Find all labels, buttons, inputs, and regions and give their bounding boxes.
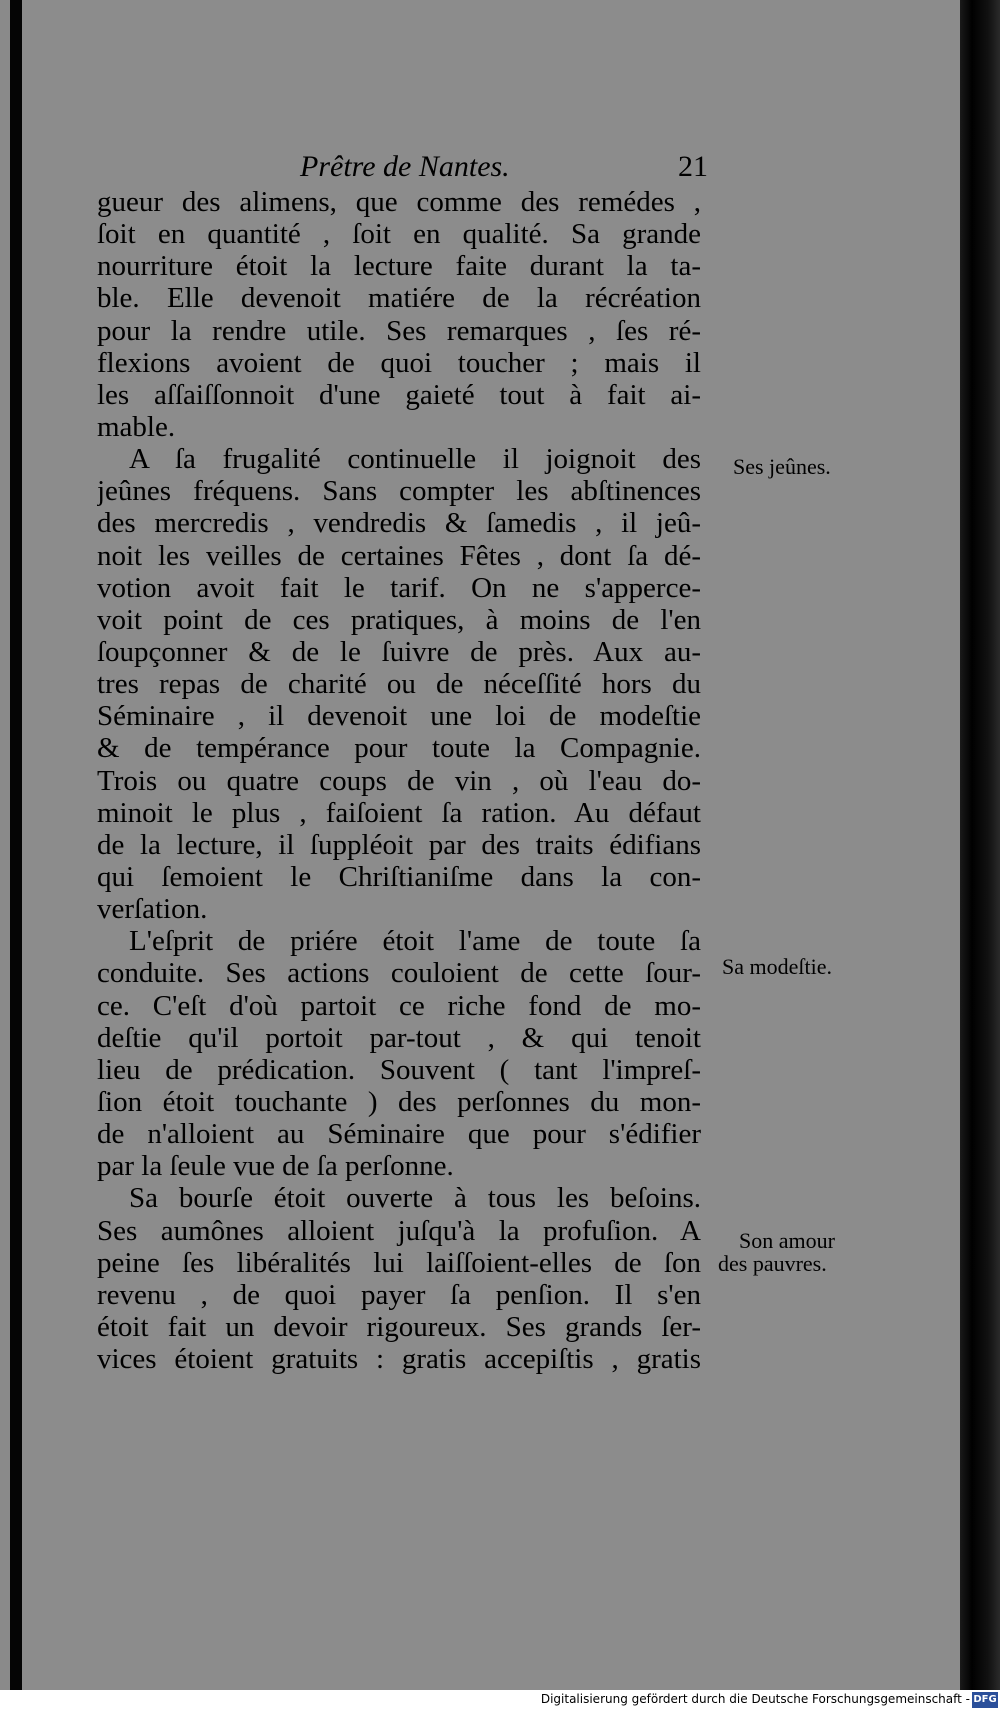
page-fore-edge xyxy=(960,0,1000,1690)
text-line: Trois ou quatre coups de vin , où l'eau do- xyxy=(97,764,701,797)
margin-note-jeunes: Ses jeûnes. xyxy=(733,454,831,479)
text-line: Sa bourſe étoit ouverte à tous les beſoins. xyxy=(129,1182,701,1215)
text-line: votion avoit fait le tarif. On ne s'apperce- xyxy=(97,571,701,604)
text-line: de n'alloient au Séminaire que pour s'édifier xyxy=(97,1118,701,1151)
text-line: de la lecture, il ſuppléoit par des traits édifians xyxy=(97,828,701,861)
running-title: Prêtre de Nantes. xyxy=(300,150,510,183)
funding-credit: Digitalisierung gefördert durch die Deutsche Forschungsgemeinschaft - xyxy=(540,1692,970,1706)
margin-note-modestie: Sa modeſtie. xyxy=(722,954,832,979)
text-line: jeûnes fréquens. Sans compter les abſtinences xyxy=(97,475,701,508)
text-line: qui ſemoient le Chriſtianiſme dans la con- xyxy=(97,860,701,893)
dfg-logo: DFG xyxy=(972,1692,998,1708)
text-line: gueur des alimens, que comme des remédes , xyxy=(97,186,701,218)
text-line: des mercredis , vendredis & ſamedis , il jeû- xyxy=(97,507,701,540)
margin-note-pauvres: des pauvres. xyxy=(718,1251,827,1276)
previous-page-edge xyxy=(0,0,10,1690)
text-line: ce. C'eſt d'où partoit ce riche fond de mo- xyxy=(97,989,701,1022)
text-line: pour la rendre utile. Ses remarques , ſes ré- xyxy=(97,314,701,347)
text-line: tres repas de charité ou de néceſſité hors du xyxy=(97,668,701,701)
digitization-footer xyxy=(0,1690,1000,1711)
text-line: conduite. Ses actions couloient de cette ſour- xyxy=(97,957,701,990)
text-line: nourriture étoit la lecture faite durant la ta- xyxy=(97,250,701,283)
text-line: mable. xyxy=(97,410,176,443)
text-line: deſtie qu'il portoit par-tout , & qui tenoit xyxy=(97,1021,701,1054)
running-head xyxy=(300,150,708,190)
text-line: noit les veilles de certaines Fêtes , dont ſa dé- xyxy=(97,539,701,572)
text-line: vices étoient gratuits : gratis accepiſtis , gratis xyxy=(97,1343,701,1376)
text-line: ſoit en quantité , ſoit en qualité. Sa grande xyxy=(97,218,701,251)
text-line: L'eſprit de priére étoit l'ame de toute ſa xyxy=(129,925,701,958)
text-line: flexions avoient de quoi toucher ; mais il xyxy=(97,346,701,379)
text-line: verſation. xyxy=(97,893,208,926)
body-text xyxy=(97,186,701,1375)
text-line: & de tempérance pour toute la Compagnie. xyxy=(97,732,701,765)
text-line: revenu , de quoi payer ſa penſion. Il s'en xyxy=(97,1278,701,1311)
text-line: étoit fait un devoir rigoureux. Ses grands ſer- xyxy=(97,1310,701,1343)
text-line: Séminaire , il devenoit une loi de modeſtie xyxy=(97,700,701,733)
text-line: Ses aumônes alloient juſqu'à la profuſion. A xyxy=(97,1214,701,1247)
text-line: par la ſeule vue de ſa perſonne. xyxy=(97,1150,454,1183)
text-line: minoit le plus , faiſoient ſa ration. Au défaut xyxy=(97,796,701,829)
margin-note-amour: Son amour xyxy=(739,1228,835,1253)
text-line: ble. Elle devenoit matiére de la récréation xyxy=(97,282,701,315)
text-line: A ſa frugalité continuelle il joignoit des xyxy=(129,443,701,476)
text-line: ſoupçonner & de le ſuivre de près. Aux au- xyxy=(97,635,701,668)
text-line: lieu de prédication. Souvent ( tant l'impreſ- xyxy=(97,1053,701,1086)
text-line: peine ſes libéralités lui laiſſoient-elles de ſon xyxy=(97,1246,701,1279)
text-line: les aſſaiſſonnoit d'une gaieté tout à fait ai- xyxy=(97,378,701,411)
text-line: voit point de ces pratiques, à moins de l'en xyxy=(97,603,701,636)
page-number: 21 xyxy=(678,150,708,183)
text-line: ſion étoit touchante ) des perſonnes du mon- xyxy=(97,1085,701,1118)
